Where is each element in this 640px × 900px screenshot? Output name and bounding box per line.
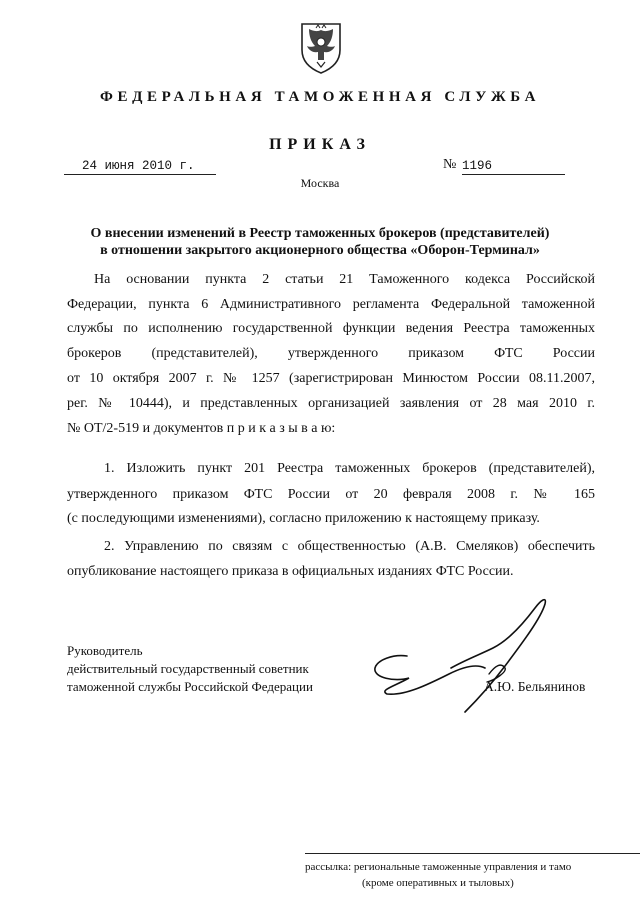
order-number: 1196 <box>462 159 565 175</box>
subject-line: О внесении изменений в Реестр таможенных брокеров (представителей) <box>90 226 550 241</box>
item-2-line: опубликование настоящего приказа в официальных изданиях ФТС России. <box>67 564 514 579</box>
signer-name: А.Ю. Бельянинов <box>484 679 586 694</box>
body-line: службы по исполнению государственной функции ведения Реестра таможенных <box>67 321 595 336</box>
body-line: от 10 октября 2007 г. № 1257 (зарегистрирован Минюстом России 08.11.2007, <box>67 371 595 386</box>
item-1-line: утвержденного приказом ФТС России от 20 февраля 2008 г. № 165 <box>67 487 595 502</box>
body-line: рег. № 10444), и представленных организацией заявления от 28 мая 2010 г. <box>67 396 595 411</box>
handwritten-signature <box>365 594 565 716</box>
subject-line: в отношении закрытого акционерного общества «Оборон-Терминал» <box>100 243 540 258</box>
city: Москва <box>300 176 340 190</box>
body-line: Федерации, пункта 6 Административного регламента Федеральной таможенной <box>67 297 595 312</box>
item-1-line: (с последующими изменениями), согласно приложению к настоящему приказу. <box>67 511 540 526</box>
order-date: 24 июня 2010 г. <box>64 159 216 175</box>
agency-name: ФЕДЕРАЛЬНАЯ ТАМОЖЕННАЯ СЛУЖБА <box>99 89 541 105</box>
body-line: № ОТ/2-519 и документов п р и к а з ы в а ю: <box>67 421 336 436</box>
signatory-title: Руководитель <box>67 643 143 658</box>
document-title: ПРИКАЗ <box>269 136 371 153</box>
distribution-divider <box>305 853 640 854</box>
body-line: На основании пункта 2 статьи 21 Таможенного кодекса Российской <box>94 272 595 287</box>
signatory-title: таможенной службы Российской Федерации <box>67 679 313 694</box>
item-2-line: 2. Управлению по связям с общественностью (А.В. Смеляков) обеспечить <box>104 539 595 554</box>
order-number-sign: № <box>443 157 457 172</box>
distribution-note: (кроме оперативных и тыловых) <box>362 877 514 889</box>
signatory-title: действительный государственный советник <box>67 661 309 676</box>
body-line: брокеров (представителей), утвержденного приказом ФТС России <box>67 346 595 361</box>
item-1-line: 1. Изложить пункт 201 Реестра таможенных брокеров (представителей), <box>104 461 595 476</box>
coat-of-arms-icon <box>297 20 345 74</box>
distribution-list: рассылка: региональные таможенные управления и тамо <box>305 861 572 873</box>
